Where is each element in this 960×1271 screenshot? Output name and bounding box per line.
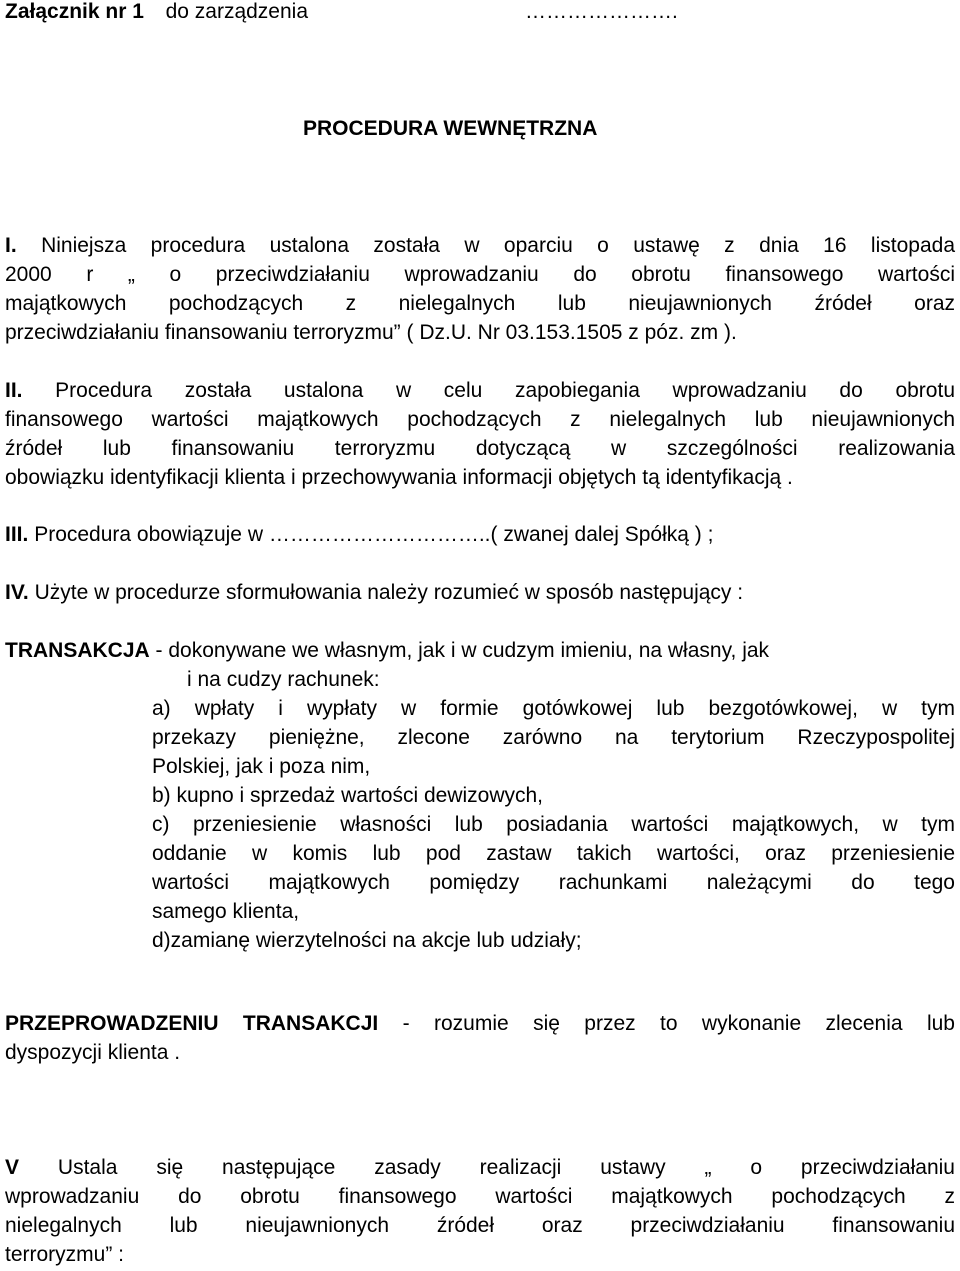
section-4-number: IV.	[5, 581, 29, 604]
section-4	[5, 578, 955, 607]
list-item-b: b) kupno i sprzedaż wartości dewizowych,	[152, 784, 544, 807]
section-5-line-4: terroryzmu” :	[5, 1243, 125, 1266]
list-item-a-line-2: przekazy pieniężne, zlecone zarówno na terytorium Rzeczypospolitej	[152, 726, 955, 749]
przeprowadzenie-term: PRZEPROWADZENIU TRANSAKCJI	[5, 1012, 379, 1035]
section-4-text: Użyte w procedurze sformułowania należy rozumieć w sposób następujący :	[34, 581, 744, 604]
transakcja-line-2: i na cudzy rachunek:	[187, 668, 380, 691]
list-item-d: d)zamianę wierzytelności na akcje lub udziały;	[152, 929, 582, 952]
section-3-number: III.	[5, 523, 29, 546]
attachment-rest: do zarządzenia	[165, 0, 309, 23]
list-item-c-line-2: oddanie w komis lub pod zastaw takich wartości, oraz przeniesienie	[152, 842, 955, 865]
definition-przeprowadzenie	[5, 1009, 955, 1067]
transakcja-term: TRANSAKCJA	[5, 639, 150, 662]
section-1-line-2: 2000 r „ o przeciwdziałaniu wprowadzaniu do obrotu finansowego wartości	[5, 263, 955, 286]
list-item-a-line-3: Polskiej, jak i poza nim,	[152, 755, 371, 778]
section-5-number: V	[5, 1156, 20, 1179]
przeprowadzenie-line-1: - rozumie się przez to wykonanie zlecenia lub	[378, 1012, 955, 1035]
section-2-line-1: II. Procedura została ustalona w celu zapobiegania wprowadzaniu do obrotu	[5, 379, 955, 402]
section-1-line-3: majątkowych pochodzących z nielegalnych lub nieujawnionych źródeł oraz	[5, 292, 955, 315]
section-5	[5, 1153, 955, 1269]
section-5-line-1: V Ustala się następujące zasady realizacji ustawy „ o przeciwdziałaniu	[5, 1156, 955, 1179]
transakcja-line-1: - dokonywane we własnym, jak i w cudzym imieniu, na własny, jak	[149, 639, 770, 662]
list-item-c-line-1: c) przeniesienie własności lub posiadania wartości majątkowych, w tym	[152, 813, 955, 836]
section-2-number: II.	[5, 379, 23, 402]
section-5-line-2: wprowadzaniu do obrotu finansowego wartości majątkowych pochodzących z	[5, 1185, 955, 1208]
section-3	[5, 520, 955, 549]
page-title: PROCEDURA WEWNĘTRZNA	[303, 117, 598, 140]
definition-transakcja	[5, 636, 955, 694]
section-2-line-3: źródeł lub finansowaniu terroryzmu dotyczącą w szczególności realizowania	[5, 437, 955, 460]
section-1-number: I.	[5, 234, 17, 257]
list-item-c-line-3: wartości majątkowych pomiędzy rachunkami należącymi do tego	[152, 871, 955, 894]
list-item-a-line-1: a) wpłaty i wypłaty w formie gotówkowej lub bezgotówkowej, w tym	[152, 697, 955, 720]
section-1-line-4: przeciwdziałaniu finansowaniu terroryzmu” ( Dz.U. Nr 03.153.1505 z póz. zm ).	[5, 321, 737, 344]
section-2	[5, 376, 955, 492]
section-1	[5, 231, 955, 347]
section-2-line-4: obowiązku identyfikacji klienta i przechowywania informacji objętych tą identyfikacją .	[5, 466, 793, 489]
attachment-dots: ………………….	[525, 0, 678, 23]
section-3-text: Procedura obowiązuje w …………………………..( zwanej dalej Spółką ) ;	[34, 523, 714, 546]
section-2-line-2: finansowego wartości majątkowych pochodzących z nielegalnych lub nieujawnionych	[5, 408, 955, 431]
attachment-label: Załącznik nr 1	[5, 0, 144, 23]
section-5-line-3: nielegalnych lub nieujawnionych źródeł oraz przeciwdziałaniu finansowaniu	[5, 1214, 955, 1237]
przeprowadzenie-line-2: dyspozycji klienta .	[5, 1041, 181, 1064]
section-1-line-1: I. Niniejsza procedura ustalona została w oparciu o ustawę z dnia 16 listopada	[5, 234, 955, 257]
transakcja-list	[152, 694, 955, 955]
attachment-header	[5, 0, 955, 26]
list-item-c-line-4: samego klienta,	[152, 900, 300, 923]
